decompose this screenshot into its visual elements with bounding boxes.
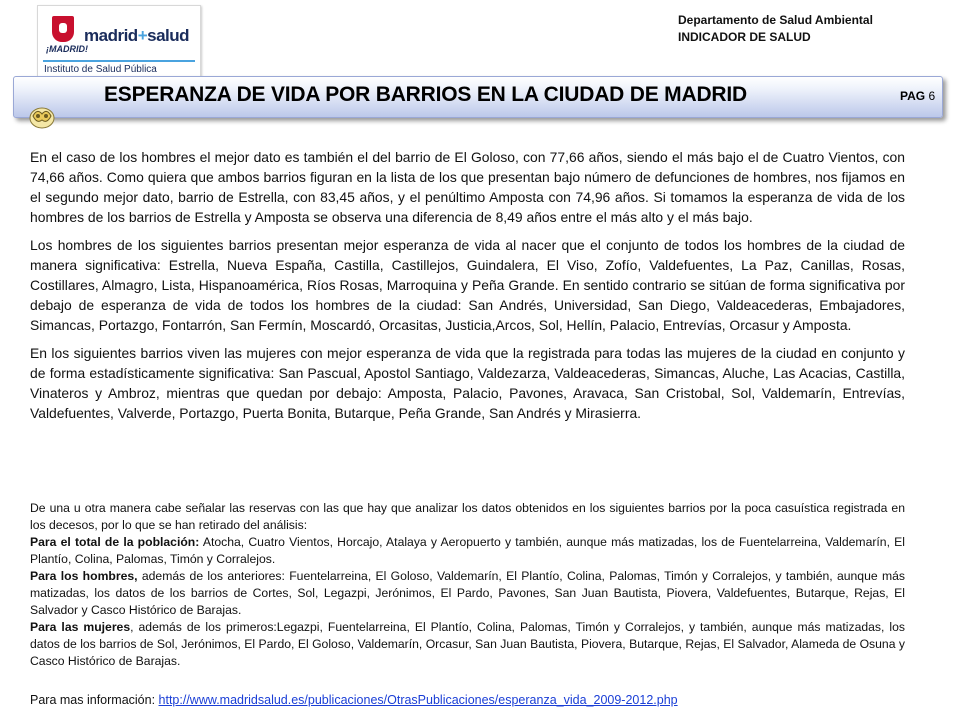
logo-brand [84,26,189,46]
notes-total-label: Para el total de la población: [30,535,200,549]
header-department-block [678,12,873,46]
notes-men-label: Para los hombres, [30,569,138,583]
logo-madrid-label: ¡MADRID! [46,44,88,54]
madrid-salud-logo [37,5,201,81]
page-indicator [900,89,935,103]
page-label: PAG [900,89,926,103]
department-name: Departamento de Salud Ambiental [678,13,873,27]
indicator-label: INDICADOR DE SALUD [678,30,811,44]
paragraph-women-significant: En los siguientes barrios viven las mujeres con mejor esperanza de vida que la registrada para todas las mujeres de la ciudad en conjunto y de forma estadísticamente significativa: San Pascual, Apostol Santiago, Valdezarza, Valdeacederas, Simancas, Aluche, Las Acacias, Castilla, Vinateros y Ambroz, mientras que quedan por debajo: Amposta, Palacio, Pavones, Aravaca, San Cristobal, Sol, Valdemarín, Entrevías, Valdefuentes, Valverde, Portazgo, Puerta Bonita, Butarque, Peña Grande, San Andrés y Mirasierra. [30,345,905,421]
notes-men [30,568,905,619]
notes-intro: De una u otra manera cabe señalar las reservas con las que hay que analizar los datos obtenidos en los siguientes barrios por la poca casuística registrada en los decesos, por lo que se han retirado del análisis: [30,501,905,532]
more-info-link[interactable]: http://www.madridsalud.es/publicaciones/OtrasPublicaciones/esperanza_vida_2009-2012.php [158,693,678,707]
notes-men-text: además de los anteriores: Fuentelarreina, El Goloso, Valdemarín, El Plantío, Colina, Palomas, Timón y Corralejos, y también, aunque más matizadas, los datos de los barrios de Cortes, Sol, Legazpi, Jerónimos, El Pardo, Pavones, San Juan Bautista, Piovera, Valdefuentes, Butarque, Rejas, El Salvador y Casco Histórico de Barajas. [30,569,905,617]
madrid-shield-icon [52,16,74,42]
notes-total-text: Atocha, Cuatro Vientos, Horcajo, Atalaya y Aeropuerto y también, aunque más matizadas, los de Fuentelarreina, Valdemarín, El Plantío, Colina, Palomas, Timón y Corralejos. [30,535,905,566]
logo-brand-plus: + [137,26,148,45]
logo-brand-tail: salud [147,26,190,45]
logo-divider [43,60,195,62]
logo-institute: Instituto de Salud Pública [44,64,157,75]
logo-brand-main: madrid [84,26,138,45]
more-info-label: Para mas información: [30,693,159,707]
notes-block [30,500,905,670]
more-info [30,693,678,707]
notes-women-label: Para las mujeres [30,620,131,634]
notes-women-text: , además de los primeros:Legazpi, Fuentelarreina, El Plantío, Colina, Palomas, Timón y Corralejos, y también, aunque más matizadas, los datos de los barrios de Sol, Jerónimos, El Pardo, El Goloso, Valdemarín, Orcasur, San Juan Bautista, Piovera, Butarque, Rejas, El Salvador, Alameda de Osuna y Casco Histórico de Barajas. [30,620,905,668]
page-title: ESPERANZA DE VIDA POR BARRIOS EN LA CIUDAD DE MADRID [104,83,747,106]
paragraph-men-significant: Los hombres de los siguientes barrios presentan mejor esperanza de vida al nacer que el conjunto de todos los hombres de la ciudad de manera significativa: Estrella, Nueva España, Castilla, Castillejos, Guindalera, El Viso, Zofío, Valdefuentes, La Paz, Canillas, Rosas, Costillares, Almagro, Lista, Hispanoamérica, Ríos Rosas, Marroquina y Peña Grande. En sentido contrario se sitúan de forma significativa por debajo de esperanza de vida de todos los hombres de la ciudad: San Andrés, Universidad, San Diego, Valdeacederas, Embajadores, Simancas, Portazgo, Fontarrón, San Fermín, Moscardó, Orcasitas, Justicia,Arcos, Sol, Hellín, Palacio, Entrevías, Orcasur y Amposta. [30,237,905,333]
page-number: 6 [928,89,936,103]
title-banner [13,76,943,118]
paragraph-men-extremes: En el caso de los hombres el mejor dato es también el del barrio de El Goloso, con 77,66 años, siendo el más bajo el de Cuatro Vientos, con 74,66 años. Como quiera que ambos barrios figuran en la lista de los que presentan bajo número de defunciones de hombres, nos fijamos en el segundo mejor dato, barrio de Estrella, con 83,45 años, y el penúltimo Amposta con 74,96 años. Si tomamos la esperanza de vida de los hombres de los barrios de Estrella y Amposta se observa una diferencia de 8,49 años entre el más alto y el más bajo. [30,149,905,225]
notes-total [30,534,905,568]
decorative-clipart-icon [27,104,57,132]
notes-women [30,619,905,670]
main-text [30,147,905,431]
